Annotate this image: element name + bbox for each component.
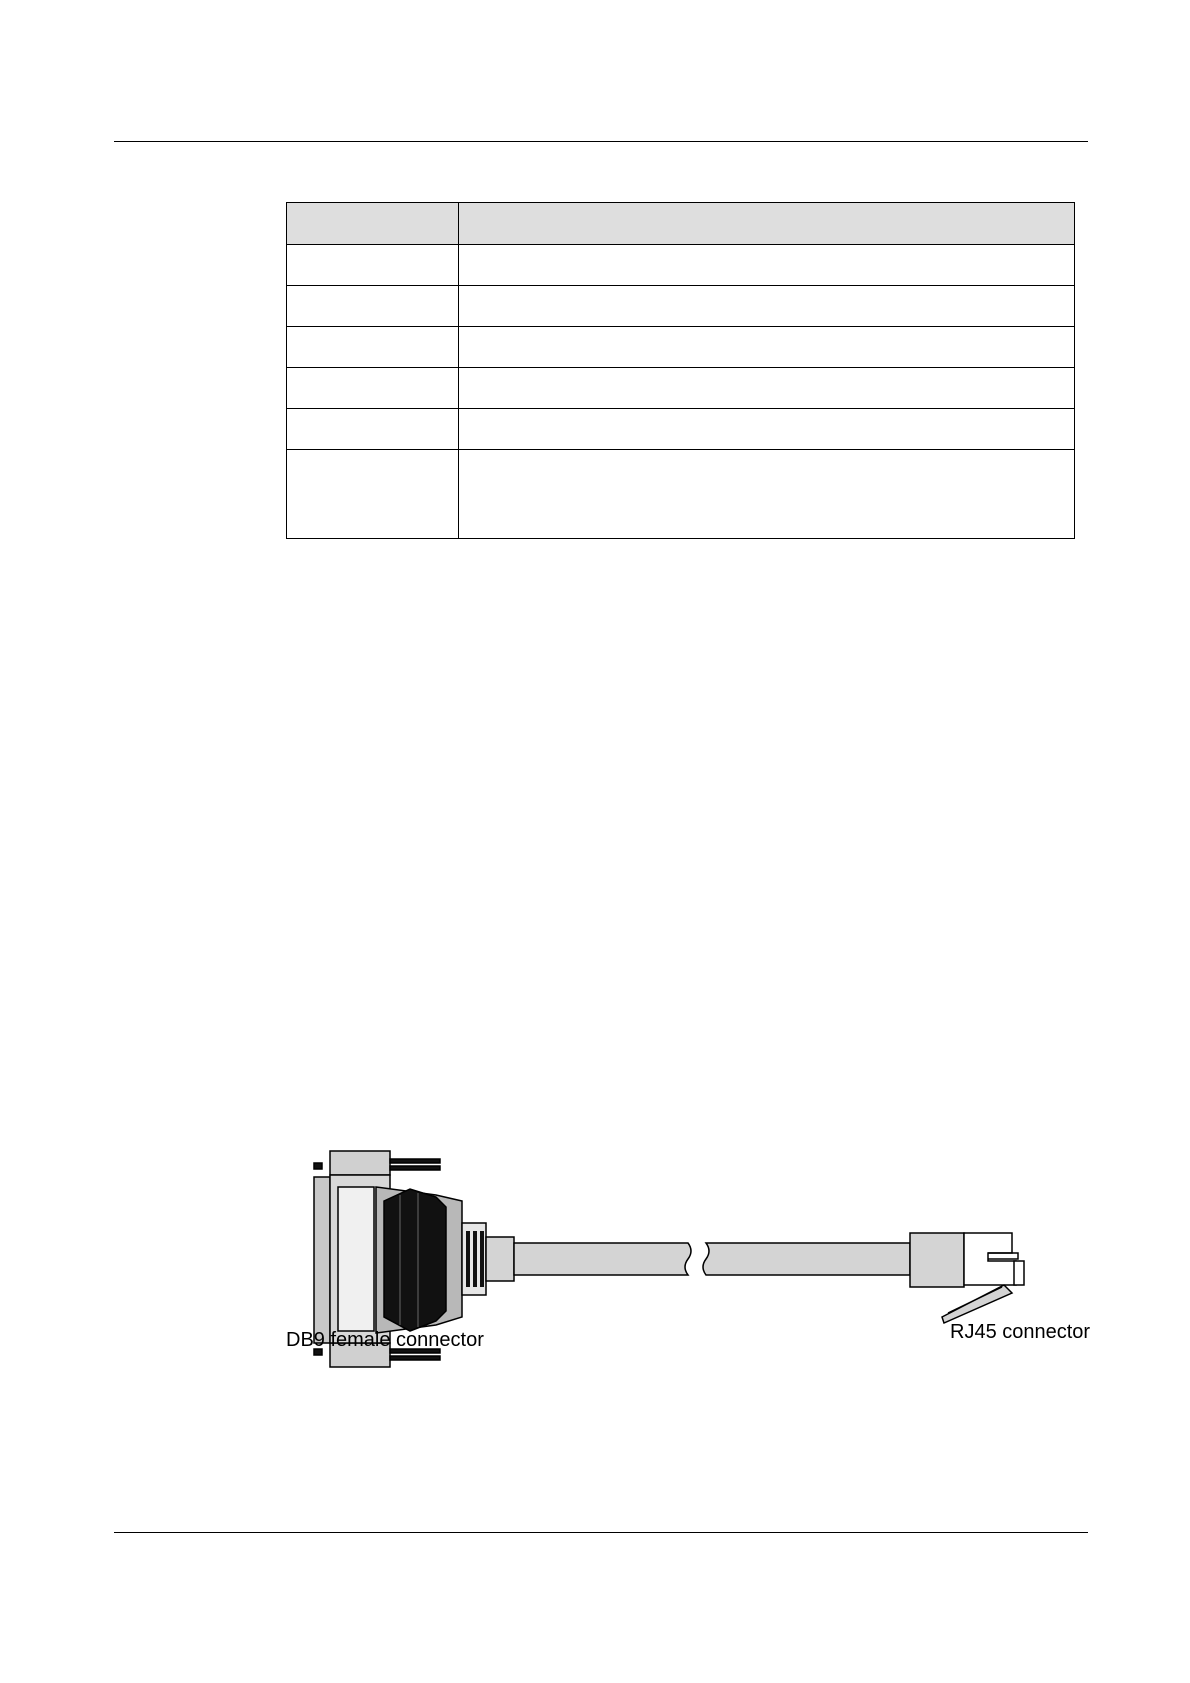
table-cell xyxy=(459,450,1075,539)
table-cell xyxy=(459,368,1075,409)
rj45-connector-label: RJ45 connector xyxy=(950,1321,1091,1343)
table-row xyxy=(287,409,1075,450)
rj45-connector-icon xyxy=(910,1233,1024,1323)
table-cell xyxy=(287,245,459,286)
table-cell xyxy=(287,286,459,327)
table-cell xyxy=(459,286,1075,327)
cable-figure xyxy=(280,1135,1100,1375)
footer-rule xyxy=(114,1532,1088,1533)
table-header-cell xyxy=(459,203,1075,245)
table-header-cell xyxy=(287,203,459,245)
table-header-row xyxy=(287,203,1075,245)
table-cell xyxy=(459,327,1075,368)
table-cell xyxy=(287,450,459,539)
cable-segment-right xyxy=(703,1243,910,1275)
header-rule xyxy=(114,141,1088,142)
table-row xyxy=(287,368,1075,409)
cable-segment-left xyxy=(514,1243,691,1275)
table-row xyxy=(287,286,1075,327)
table-cell xyxy=(287,368,459,409)
spec-table xyxy=(286,202,1075,539)
table-row xyxy=(287,450,1075,539)
table-cell xyxy=(459,409,1075,450)
table-cell xyxy=(287,409,459,450)
table-cell xyxy=(287,327,459,368)
db9-connector-label: DB9 female connector xyxy=(286,1329,484,1351)
table-row xyxy=(287,327,1075,368)
table-row xyxy=(287,245,1075,286)
table-cell xyxy=(459,245,1075,286)
